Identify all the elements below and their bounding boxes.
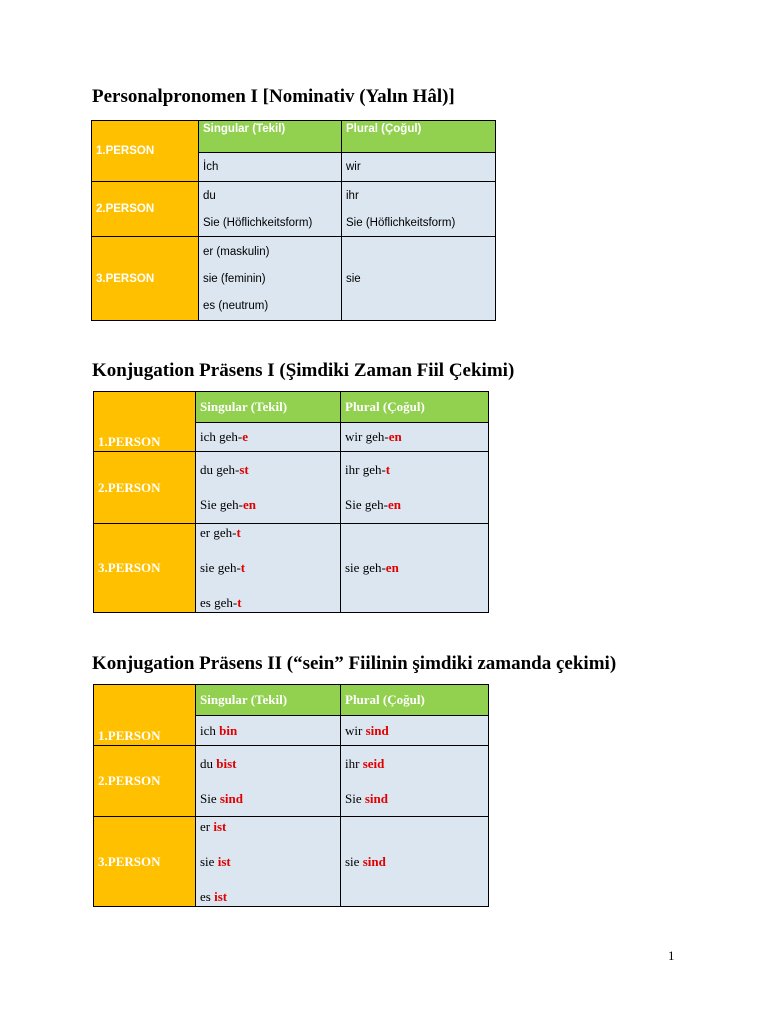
verb-subject: es: [200, 888, 215, 904]
verb-ending: t: [236, 525, 241, 540]
person-cell: 1.PERSON: [92, 121, 199, 182]
form-text: sie (feminin): [203, 272, 266, 285]
verb-form: ist: [217, 853, 231, 869]
verb-form: sind: [365, 722, 389, 738]
form-text: sie: [346, 272, 361, 285]
person-cell: 2.PERSON: [92, 182, 199, 237]
verb-stem: wir geh-: [345, 429, 389, 444]
form-text: Sie (Höflichkeitsform): [346, 216, 456, 229]
verb-form: bin: [219, 722, 238, 738]
verb-ending: e: [242, 429, 249, 444]
column-header-plural: Plural (Çoğul): [342, 121, 496, 153]
singular-cell: [196, 452, 341, 524]
verb-form: ist: [214, 888, 228, 904]
form-text: wir: [346, 161, 361, 173]
verb-subject: ich: [200, 722, 220, 738]
section-title-praesens-2: Konjugation Präsens II (“sein” Fiilinin şimdiki zamanda çekimi): [92, 653, 617, 674]
verb-subject: Sie: [200, 790, 220, 806]
verb-subject: Sie: [345, 790, 365, 806]
person-cell: 3.PERSON: [92, 237, 199, 321]
person-cell: 1.PERSON: [94, 392, 196, 452]
form-text: du: [203, 189, 216, 202]
verb-subject: ihr: [345, 755, 363, 771]
plural-cell: [341, 716, 489, 746]
praesens-2-table: [93, 684, 489, 907]
section-title-personalpronomen: Personalpronomen I [Nominativ (Yalın Hâl)]: [92, 86, 455, 107]
form-text: es (neutrum): [203, 299, 269, 312]
verb-stem: es geh-: [200, 595, 238, 610]
verb-form: seid: [362, 755, 385, 771]
verb-ending: en: [385, 560, 399, 575]
singular-cell: [196, 716, 341, 746]
praesens-1-table: [93, 391, 489, 613]
verb-subject: wir: [345, 722, 366, 738]
person-cell: 1.PERSON: [94, 685, 196, 746]
verb-ending: t: [240, 560, 246, 575]
person-cell: 3.PERSON: [94, 524, 196, 613]
singular-cell: [196, 817, 341, 907]
column-header-singular: Singular (Tekil): [196, 392, 341, 423]
plural-cell: [342, 237, 496, 321]
column-header-plural: Plural (Çoğul): [341, 392, 489, 423]
plural-cell: [341, 817, 489, 907]
verb-subject: er: [200, 818, 214, 834]
verb-form: sind: [219, 790, 244, 806]
plural-cell: [341, 524, 489, 613]
page-number: 1: [668, 948, 675, 963]
singular-cell: [199, 153, 342, 182]
verb-form: sind: [364, 790, 389, 806]
singular-cell: [196, 423, 341, 452]
form-text: ihr: [346, 189, 359, 202]
verb-form: ist: [213, 818, 227, 834]
singular-cell: [196, 746, 341, 817]
plural-cell: [341, 746, 489, 817]
plural-cell: [342, 153, 496, 182]
verb-subject: du: [200, 755, 217, 771]
personal-pronoun-table: [91, 120, 496, 321]
plural-cell: [341, 423, 489, 452]
plural-cell: [341, 452, 489, 524]
person-cell: 2.PERSON: [94, 746, 196, 817]
plural-cell: [342, 182, 496, 237]
verb-ending: t: [385, 462, 391, 477]
verb-stem: sie geh-: [200, 560, 241, 575]
column-header-singular: Singular (Tekil): [199, 121, 342, 153]
verb-ending: en: [242, 497, 256, 512]
singular-cell: [199, 237, 342, 321]
singular-cell: [199, 182, 342, 237]
form-text: İch: [203, 161, 219, 173]
verb-subject: sie: [345, 853, 363, 869]
verb-stem: Sie geh-: [200, 497, 243, 512]
verb-subject: sie: [200, 853, 218, 869]
verb-ending: st: [239, 462, 249, 477]
verb-form: sind: [362, 853, 386, 869]
verb-stem: ihr geh-: [345, 462, 386, 477]
form-text: Sie (Höflichkeitsform): [203, 216, 313, 229]
verb-stem: ich geh-: [200, 429, 243, 444]
verb-stem: Sie geh-: [345, 497, 388, 512]
person-cell: 3.PERSON: [94, 817, 196, 907]
singular-cell: [196, 524, 341, 613]
column-header-singular: Singular (Tekil): [196, 685, 341, 716]
verb-stem: er geh-: [200, 525, 237, 540]
verb-form: bist: [216, 755, 237, 771]
column-header-plural: Plural (Çoğul): [341, 685, 489, 716]
verb-stem: du geh-: [200, 462, 240, 477]
verb-ending: t: [237, 595, 242, 610]
verb-stem: sie geh-: [345, 560, 386, 575]
verb-ending: en: [387, 497, 401, 512]
form-text: er (maskulin): [203, 245, 270, 258]
person-cell: 2.PERSON: [94, 452, 196, 524]
verb-ending: en: [388, 429, 402, 444]
section-title-praesens-1: Konjugation Präsens I (Şimdiki Zaman Fiil Çekimi): [92, 360, 515, 381]
